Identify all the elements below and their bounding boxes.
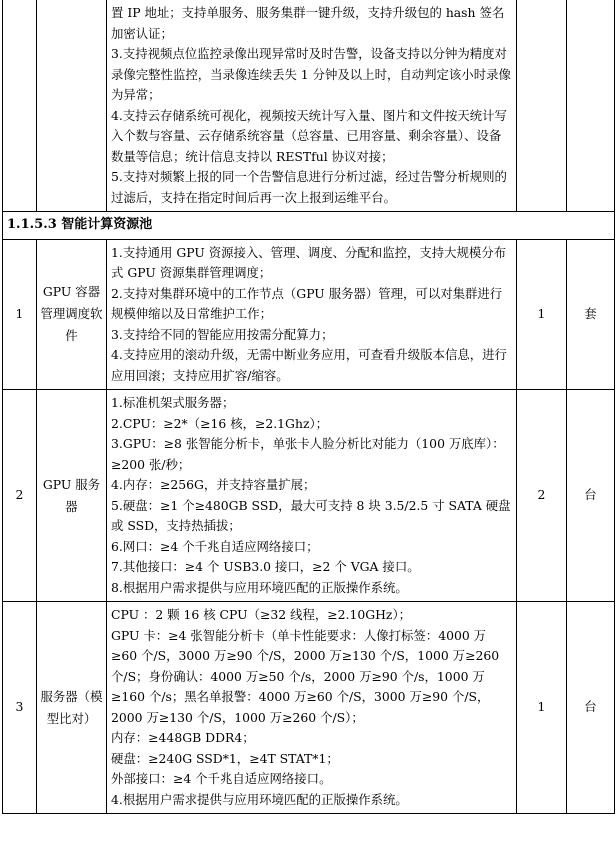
description-line: 置 IP 地址；支持单服务、服务集群一键升级，支持升级包的 hash 签名加密认证； — [111, 5, 505, 41]
description-line: 硬盘：≥240G SSD*1，≥4T STAT*1； — [111, 750, 339, 766]
description-line: 4.支持云存储系统可视化，视频按天统计写入量、图片和文件按天统计写入个数与容量、云存储系统容量（总容量、已用容量、剩余容量）、设备数量等信息；统计信息支持以 RESTful 协议对接； — [111, 107, 507, 164]
description-line: CPU ：2 颗 16 核 CPU（≥32 线程，≥2.10GHz）； — [111, 607, 412, 622]
description-line: 3.GPU：≥8 张智能分析卡，单张卡人脸分析比对能力（100 万底库）：≥200 张/秒； — [111, 436, 505, 472]
table-row — [3, 239, 615, 390]
unit-cell: 台 — [567, 602, 615, 814]
description-line: 3.支持视频点位监控录像出现异常时及时告警，设备支持以分钟为精度对录像完整性监控，当录像连续丢失 1 分钟及以上时，自动判定该小时录像为异常； — [111, 46, 511, 102]
num-cell — [3, 0, 37, 212]
description-cell — [107, 239, 517, 390]
description-line: 4.内存：≥256G，并支持容量扩展； — [111, 477, 316, 492]
description-line: 3.支持给不同的智能应用按需分配算力； — [111, 326, 334, 342]
table-row — [3, 390, 615, 602]
name-cell — [37, 0, 107, 212]
description-line: 2.CPU：≥2*（≥16 核，≥2.1Ghz）； — [111, 415, 329, 431]
description-line: 4.支持应用的滚动升级，无需中断业务应用，可查看升级版本信息，进行应用回滚；支持应用扩容/缩容。 — [111, 347, 507, 383]
description-line: 2.支持对集群环境中的工作节点（GPU 服务器）管理，可以对集群进行规模伸缩以及日常维护工作； — [111, 285, 503, 321]
description-line: 1.支持通用 GPU 资源接入、管理、调度、分配和监控，支持大规模分布式 GPU 资源集群管理调度； — [111, 244, 507, 280]
unit-cell: 套 — [567, 239, 615, 390]
description-line: 4.根据用户需求提供与应用环境匹配的正版操作系统。 — [111, 791, 408, 807]
section-title: 1.1.5.3 智能计算资源池 — [3, 212, 615, 240]
section-row — [3, 212, 615, 240]
description-cell — [107, 0, 517, 212]
description-cell — [107, 602, 517, 814]
description-line: 5.硬盘：≥1 个≥480GB SSD，最大可支持 8 块 3.5/2.5 寸 SATA 硬盘或 SSD，支持热插拔； — [111, 497, 511, 533]
name-cell: GPU 容器管理调度软件 — [37, 239, 107, 390]
spec-table — [2, 0, 615, 814]
qty-cell — [517, 0, 567, 212]
name-cell: GPU 服务器 — [37, 390, 107, 602]
name-cell: 服务器（模型比对） — [37, 602, 107, 814]
description-line: 内存：≥448GB DDR4； — [111, 730, 255, 745]
qty-cell: 1 — [517, 602, 567, 814]
qty-cell: 2 — [517, 390, 567, 602]
description-line: 1.标准机架式服务器； — [111, 395, 235, 410]
description-line: 5.支持对频繁上报的同一个告警信息进行分析过滤，经过告警分析规则的过滤后，支持在指定时间后再一次上报到运维平台。 — [111, 169, 507, 205]
description-line: 8.根据用户需求提供与应用环境匹配的正版操作系统。 — [111, 579, 408, 595]
num-cell: 2 — [3, 390, 37, 602]
description-line: 外部接口：≥4 个千兆自适应网络接口。 — [111, 771, 332, 786]
description-line: GPU 卡：≥4 张智能分析卡（单卡性能要求：人像打标签：4000 万≥60 个/S，3000 万≥90 个/S，2000 万≥130 个/S，1000 万≥260 个/S；身份确认：4000 万≥50 个/s，2000 万≥90 个/s，1000 万≥160 个/s；黑名单报警：4000 万≥60 个/S，3000 万≥90 个/S，2000 万≥130 个/S，1000 万≥260 个/S）； — [111, 627, 500, 725]
description-line: 6.网口：≥4 个千兆自适应网络接口； — [111, 538, 319, 554]
unit-cell: 台 — [567, 390, 615, 602]
num-cell: 1 — [3, 239, 37, 390]
table-row — [3, 602, 615, 814]
num-cell: 3 — [3, 602, 37, 814]
table-row — [3, 0, 615, 212]
description-cell — [107, 390, 517, 602]
unit-cell — [567, 0, 615, 212]
description-line: 7.其他接口：≥4 个 USB3.0 接口，≥2 个 VGA 接口。 — [111, 559, 420, 574]
qty-cell: 1 — [517, 239, 567, 390]
